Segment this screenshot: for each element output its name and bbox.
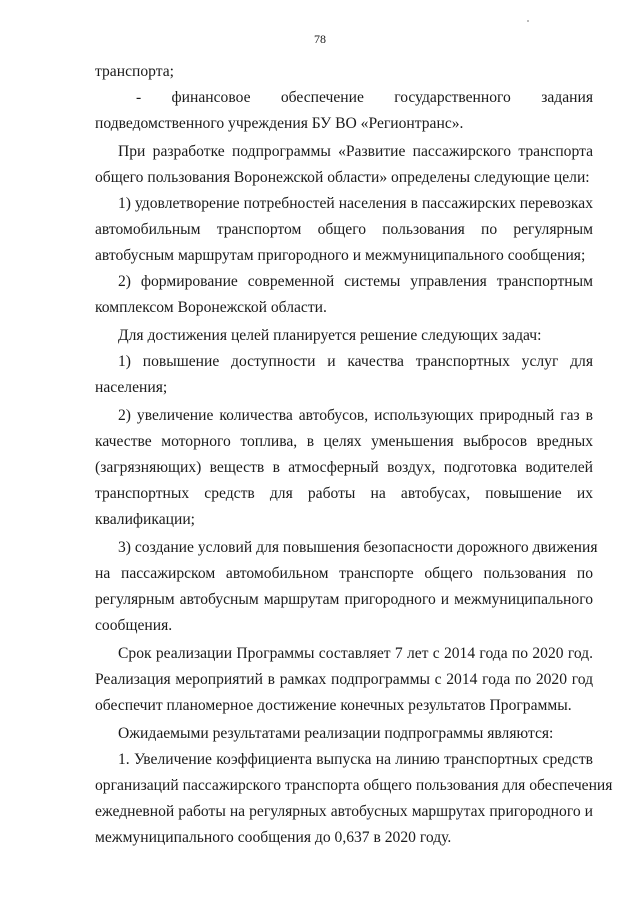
text-line: Для достижения целей планируется решение следующих задач: (118, 327, 542, 344)
text-line: 1) повышение доступности и качества транспортных услуг для (118, 353, 593, 370)
text-line: При разработке подпрограммы «Развитие пассажирского транспорта (118, 143, 593, 160)
text-line: (загрязняющих) веществ в атмосферный воздух, подготовка водителей (95, 459, 593, 476)
text-line: общего пользования Воронежской области» определены следующие цели: (95, 169, 590, 186)
text-line: Срок реализации Программы составляет 7 лет с 2014 года по 2020 год. (118, 645, 593, 662)
text-line: комплексом Воронежской области. (95, 299, 327, 316)
text-line: 1. Увеличение коэффициента выпуска на линию транспортных средств (118, 751, 593, 768)
text-line: качестве моторного топлива, в целях уменьшения выбросов вредных (95, 433, 593, 450)
text-line: 1) удовлетворение потребностей населения в пассажирских перевозках (118, 195, 593, 212)
text-line: межмуниципального сообщения до 0,637 в 2020 году. (95, 829, 452, 846)
text-line: транспортных средств для работы на автобусах, повышение их (95, 485, 593, 502)
text-line: обеспечит планомерное достижение конечных результатов Программы. (95, 697, 572, 714)
text-line: сообщения. (95, 617, 173, 634)
text-line: автобусным маршрутам пригородного и межмуниципального сообщения; (95, 247, 586, 264)
text-line: Ожидаемыми результатами реализации подпрограммы являются: (118, 725, 554, 742)
scan-speck (527, 20, 529, 22)
text-line: ежедневной работы на регулярных автобусных маршрутах пригородного и (95, 803, 593, 820)
text-line: автомобильным транспортом общего пользования по регулярным (95, 221, 593, 238)
page-number: 78 (314, 32, 326, 46)
text-line: организаций пассажирского транспорта общего пользования для обеспечения (95, 777, 613, 794)
text-line: транспорта; (95, 63, 174, 80)
text-line: регулярным автобусным маршрутам пригородного и межмуниципального (95, 591, 593, 608)
text-line: населения; (95, 379, 168, 396)
text-line: подведомственного учреждения БУ ВО «Регионтранс». (95, 115, 464, 132)
text-line: 2) формирование современной системы управления транспортным (118, 273, 593, 290)
text-line: квалификации; (95, 511, 195, 528)
text-line: 2) увеличение количества автобусов, использующих природный газ в (118, 407, 593, 424)
text-line: на пассажирском автомобильном транспорте общего пользования по (95, 565, 593, 582)
text-line: - финансовое обеспечение государственного задания (136, 89, 593, 106)
text-line: 3) создание условий для повышения безопасности дорожного движения (118, 539, 598, 556)
text-line: Реализация мероприятий в рамках подпрограммы с 2014 года по 2020 год (95, 671, 593, 688)
